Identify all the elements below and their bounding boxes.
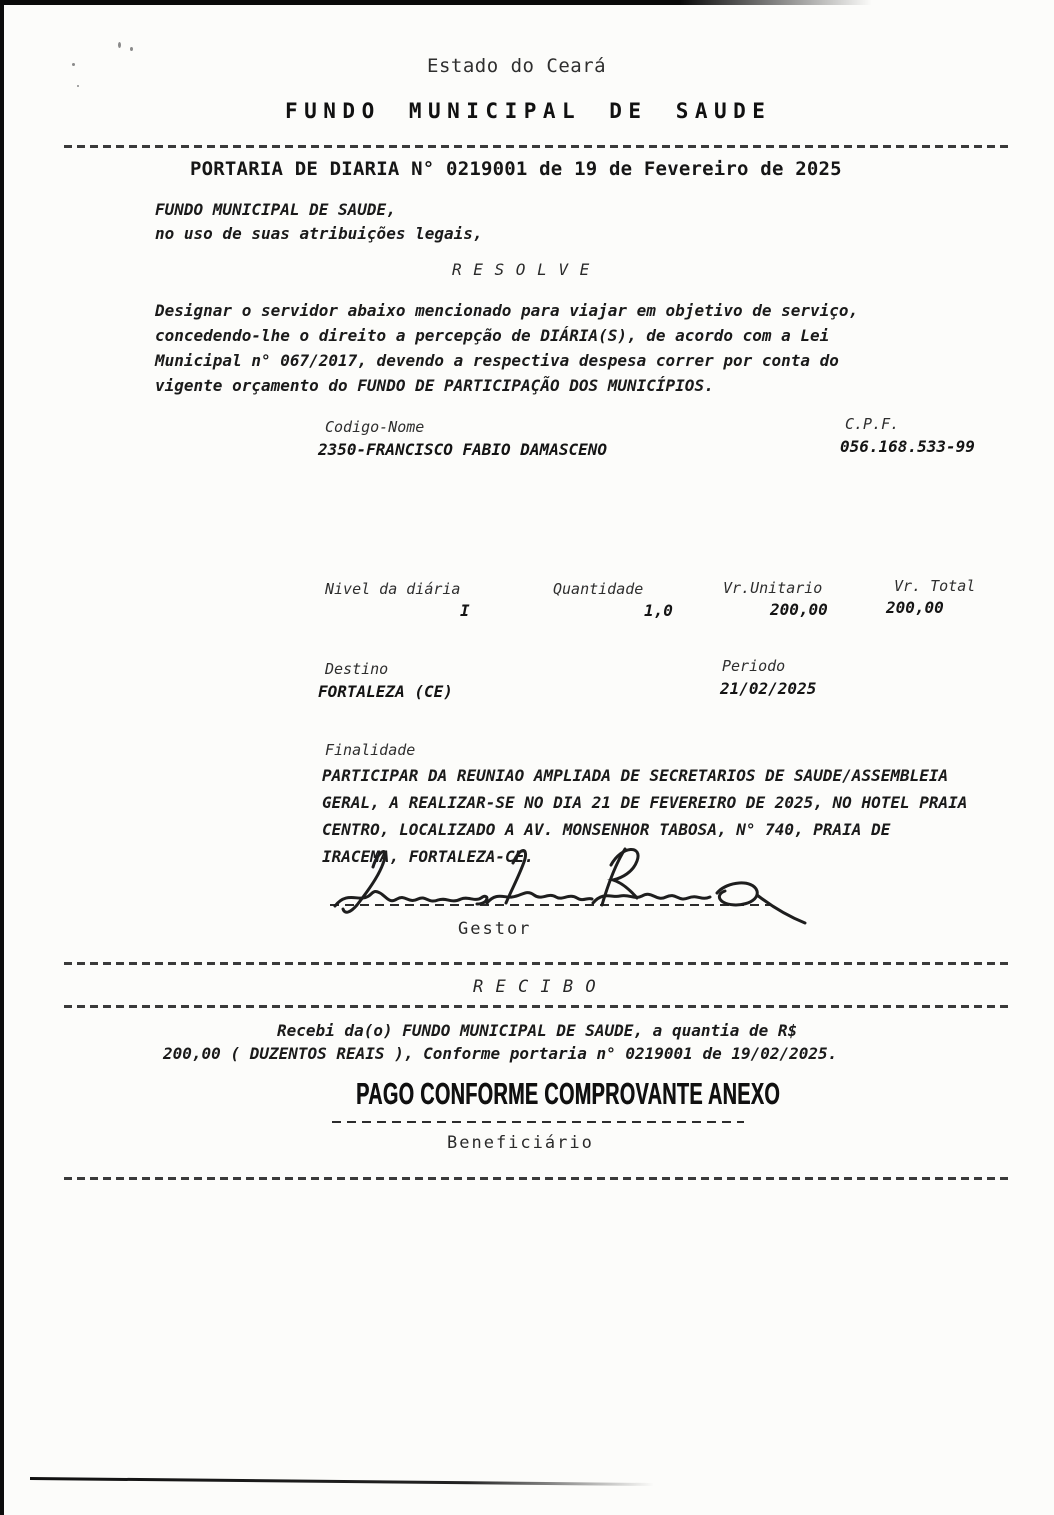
cpf-label: C.P.F. — [845, 415, 900, 433]
separator-dashed-line — [64, 1005, 1010, 1008]
separator-dashed-line — [64, 1177, 1010, 1180]
diaria-unit-value: 200,00 — [770, 600, 828, 619]
scan-speck — [118, 42, 121, 48]
scan-edge-top-bar — [0, 0, 872, 5]
beneficiary-role-label: Beneficiário — [447, 1133, 594, 1153]
diaria-quantity-value: 1,0 — [644, 601, 673, 620]
diaria-level-label: Nivel da diária — [325, 580, 461, 598]
handwritten-signature — [315, 843, 815, 928]
code-name-label: Codigo-Nome — [325, 418, 425, 436]
designation-paragraph-line: Municipal n° 067/2017, devendo a respectiva despesa correr por conta do — [155, 351, 839, 370]
designation-paragraph-line: vigente orçamento do FUNDO DE PARTICIPAÇÃO DOS MUNICÍPIOS. — [155, 376, 714, 395]
separator-dashed-line — [64, 962, 1010, 965]
diaria-level-value: I — [460, 601, 470, 620]
scan-speck — [77, 85, 79, 87]
diaria-total-label: Vr. Total — [894, 577, 976, 595]
state-header: Estado do Ceará — [427, 55, 607, 77]
purpose-line: PARTICIPAR DA REUNIAO AMPLIADA DE SECRETARIOS DE SAUDE/ASSEMBLEIA — [322, 766, 949, 785]
destination-value: FORTALEZA (CE) — [318, 682, 453, 701]
designation-paragraph-line: Designar o servidor abaixo mencionado para viajar em objetivo de serviço, — [155, 301, 859, 320]
purpose-line: CENTRO, LOCALIZADO A AV. MONSENHOR TABOSA, N° 740, PRAIA DE — [322, 820, 891, 839]
scan-edge-left-bar — [0, 0, 4, 1515]
gestor-role-label: Gestor — [458, 919, 532, 939]
code-name-value: 2350-FRANCISCO FABIO DAMASCENO — [318, 440, 607, 459]
receipt-body-line: 200,00 ( DUZENTOS REAIS ), Conforme portaria n° 0219001 de 19/02/2025. — [163, 1044, 838, 1063]
scan-speck — [130, 47, 133, 51]
issuer-capacity-line: no uso de suas atribuições legais, — [155, 224, 483, 243]
paid-stamp: PAGO CONFORME COMPROVANTE ANEXO — [356, 1076, 781, 1111]
purpose-line: GERAL, A REALIZAR-SE NO DIA 21 DE FEVEREIRO DE 2025, NO HOTEL PRAIA — [322, 793, 968, 812]
separator-dashed-line — [64, 145, 1010, 148]
resolve-heading: R E S O L V E — [452, 260, 591, 279]
diaria-unit-value-label: Vr.Unitario — [723, 579, 823, 597]
beneficiary-line — [332, 1121, 744, 1123]
organization-title: FUNDO MUNICIPAL DE SAUDE — [285, 99, 772, 123]
scan-stray-bottom-line — [30, 1477, 654, 1486]
designation-paragraph-line: concedendo-lhe o direito a percepção de DIÁRIA(S), de acordo com a Lei — [155, 326, 830, 345]
scan-speck — [72, 63, 75, 66]
cpf-value: 056.168.533-99 — [840, 437, 975, 456]
diaria-total-value: 200,00 — [886, 598, 944, 617]
destination-label: Destino — [325, 660, 389, 678]
period-label: Periodo — [722, 657, 786, 675]
purpose-label: Finalidade — [325, 741, 416, 759]
purpose-line: IRACEMA, FORTALEZA-CE. — [322, 847, 534, 866]
portaria-title: PORTARIA DE DIARIA N° 0219001 de 19 de Fevereiro de 2025 — [190, 158, 842, 180]
issuer-line: FUNDO MUNICIPAL DE SAUDE, — [155, 200, 396, 219]
diaria-quantity-label: Quantidade — [553, 580, 644, 598]
receipt-body-line: Recebi da(o) FUNDO MUNICIPAL DE SAUDE, a quantia de R$ — [277, 1021, 798, 1040]
recibo-heading: R E C I B O — [473, 977, 597, 997]
period-value: 21/02/2025 — [720, 679, 817, 698]
